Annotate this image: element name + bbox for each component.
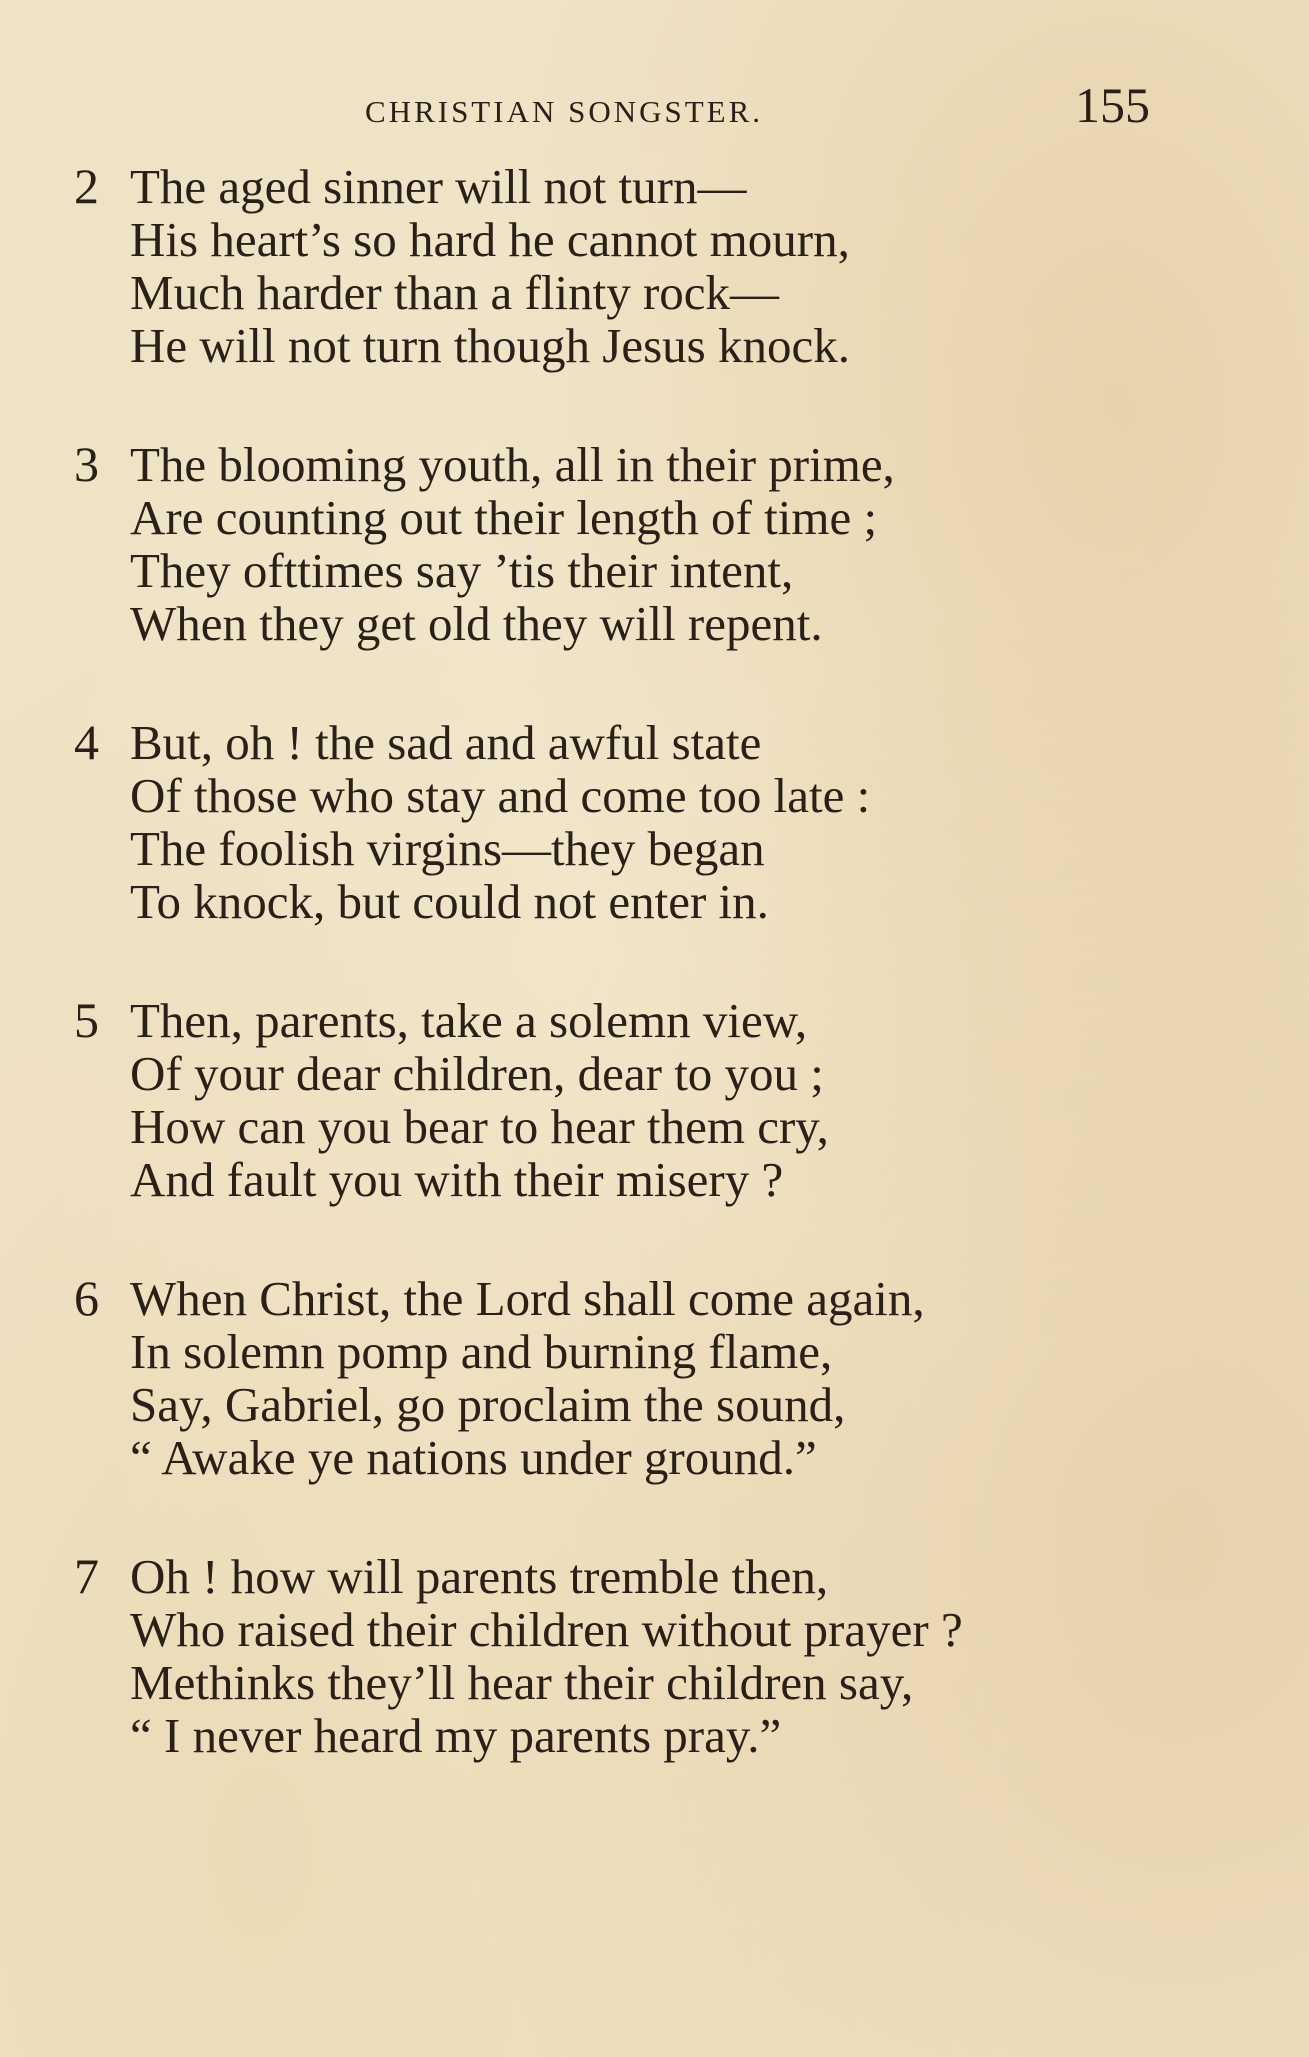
verse-line: To knock, but could not enter in. <box>130 874 769 929</box>
verse-number: 6 <box>74 1270 99 1326</box>
verse <box>0 1550 1309 1828</box>
verse-line: The foolish virgins—they began <box>130 821 765 876</box>
verse-line: “ I never heard my parents pray.” <box>130 1708 782 1763</box>
verse-lines <box>130 994 829 1206</box>
verse <box>0 1272 1309 1550</box>
verse-line: His heart’s so hard he cannot mourn, <box>130 212 850 267</box>
verse-line: “ Awake ye nations under ground.” <box>130 1430 817 1485</box>
running-title: CHRISTIAN SONGSTER. <box>365 94 764 129</box>
verse-line: When Christ, the Lord shall come again, <box>130 1271 925 1326</box>
verse-number: 5 <box>74 992 99 1048</box>
verse-lines <box>130 1550 963 1762</box>
verse-line: The blooming youth, all in their prime, <box>130 437 895 492</box>
verse-line: They ofttimes say ’tis their intent, <box>130 543 794 598</box>
verse-lines <box>130 438 895 650</box>
hymn-verses <box>0 160 1309 1828</box>
verse-line: Who raised their children without prayer ? <box>130 1602 963 1657</box>
verse-line: Methinks they’ll hear their children say, <box>130 1655 914 1710</box>
verse-number: 2 <box>74 158 99 214</box>
verse-line: Of your dear children, dear to you ; <box>130 1046 824 1101</box>
verse-line: Of those who stay and come too late : <box>130 768 871 823</box>
verse <box>0 716 1309 994</box>
verse-line: But, oh ! the sad and awful state <box>130 715 762 770</box>
verse-line: Then, parents, take a solemn view, <box>130 993 808 1048</box>
verse-line: And fault you with their misery ? <box>130 1152 784 1207</box>
verse-line: Oh ! how will parents tremble then, <box>130 1549 829 1604</box>
verse-line: Much harder than a flinty rock— <box>130 265 780 320</box>
verse <box>0 160 1309 438</box>
verse-number: 4 <box>74 714 99 770</box>
verse-lines <box>130 1272 925 1484</box>
page-number: 155 <box>1075 77 1150 133</box>
verse-number: 7 <box>74 1548 99 1604</box>
verse-line: The aged sinner will not turn— <box>130 159 747 214</box>
verse-line: Are counting out their length of time ; <box>130 490 878 545</box>
verse-line: In solemn pomp and burning flame, <box>130 1324 833 1379</box>
verse-line: How can you bear to hear them cry, <box>130 1099 829 1154</box>
verse <box>0 438 1309 716</box>
verse-line: When they get old they will repent. <box>130 596 823 651</box>
verse <box>0 994 1309 1272</box>
verse-lines <box>130 716 870 928</box>
verse-lines <box>130 160 850 372</box>
verse-number: 3 <box>74 436 99 492</box>
page-header <box>0 72 1309 132</box>
verse-line: Say, Gabriel, go proclaim the sound, <box>130 1377 846 1432</box>
verse-line: He will not turn though Jesus knock. <box>130 318 850 373</box>
